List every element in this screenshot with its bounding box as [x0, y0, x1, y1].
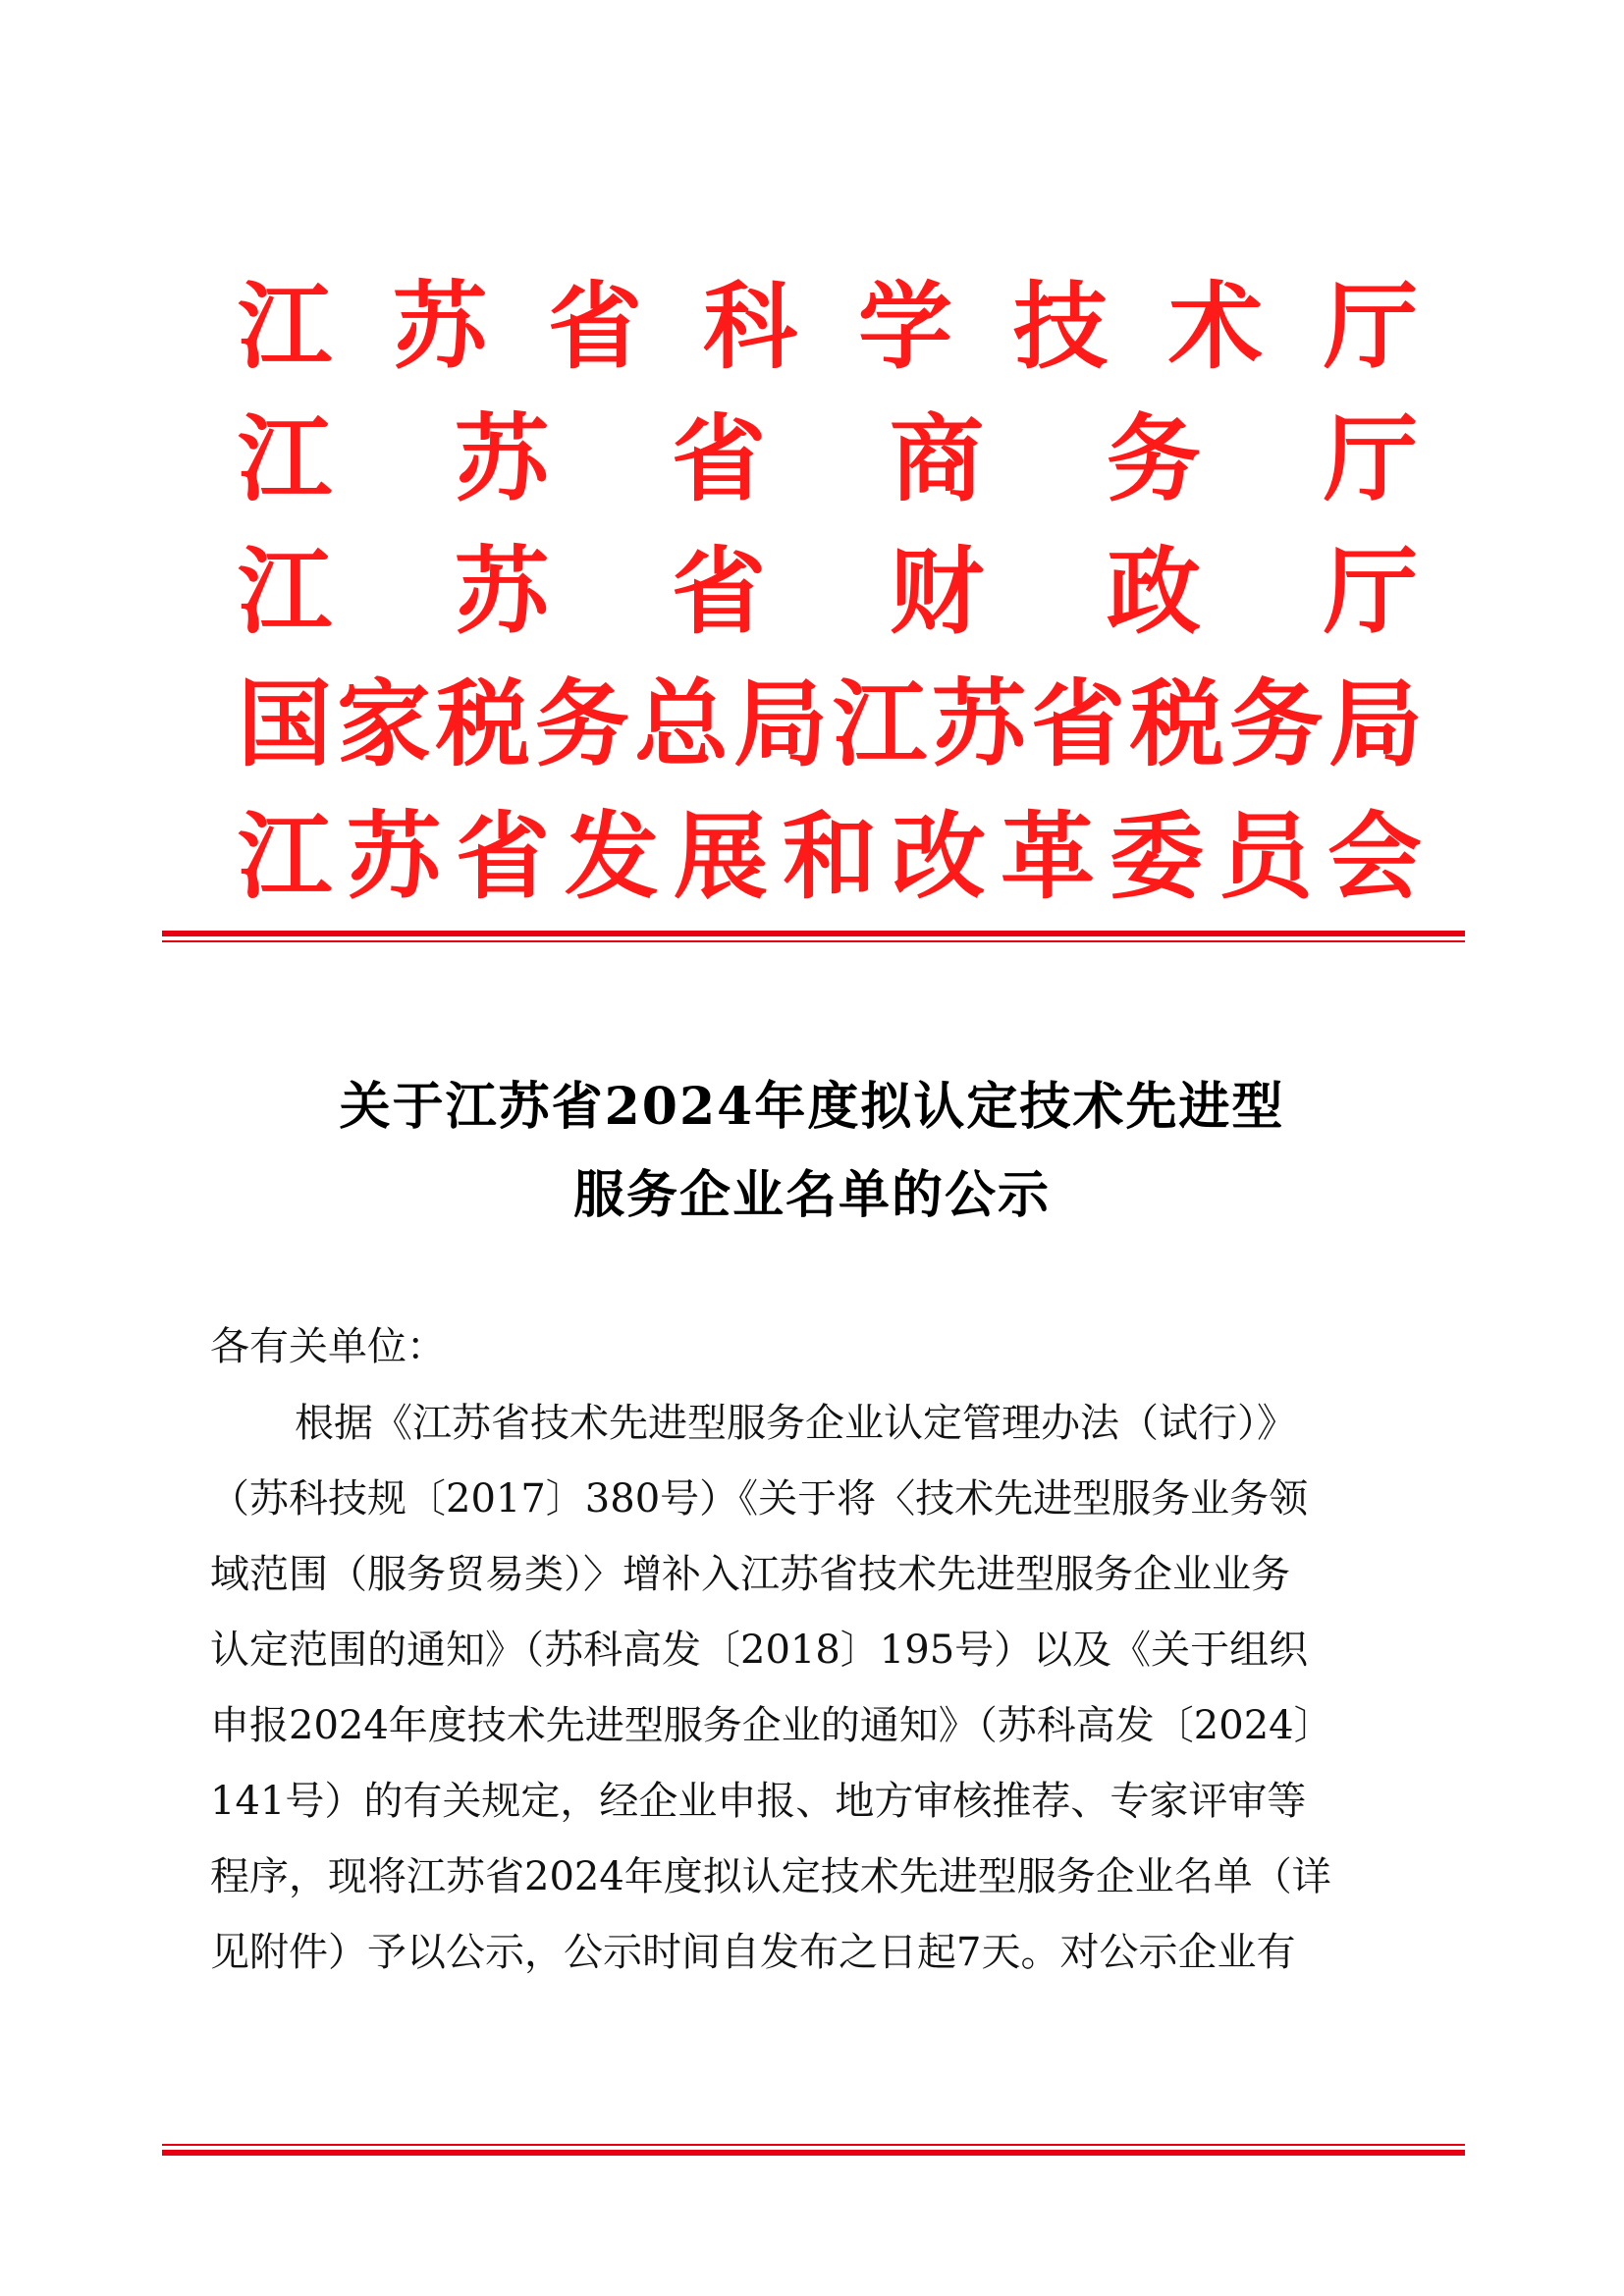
- body-line: 根据《江苏省技术先进型服务企业认定管理办法（试行）》: [295, 1401, 1296, 1446]
- masthead-line-3: [0, 538, 1624, 646]
- page-title-line-2: 服务企业名单的公示: [572, 1165, 1051, 1225]
- masthead-char: 苏: [932, 669, 1026, 779]
- masthead-char: 税: [436, 669, 530, 779]
- footer-rule-thin: [162, 2144, 1465, 2146]
- masthead-char: 江: [833, 669, 927, 779]
- footer-rule-thick: [162, 2150, 1465, 2156]
- masthead-char: 改: [892, 802, 986, 912]
- masthead-char: 省: [1031, 669, 1125, 779]
- body-line: 域范围（服务贸易类）〉增补入江苏省技术先进型服务企业业务: [210, 1552, 1290, 1597]
- masthead-char: 委: [1110, 802, 1204, 912]
- body-line: 见附件）予以公示，公示时间自发布之日起7天。对公示企业有: [210, 1930, 1296, 1975]
- masthead-char: 国: [238, 669, 332, 779]
- masthead-char: 政: [1107, 537, 1201, 647]
- masthead-char: 学: [858, 272, 952, 382]
- body-line: 申报2024年度技术先进型服务企业的通知》（苏科高发〔2024〕: [210, 1703, 1333, 1748]
- salutation: 各有关单位：: [210, 1324, 446, 1369]
- masthead-char: 革: [1001, 802, 1095, 912]
- masthead-char: 厅: [1324, 537, 1418, 647]
- masthead-char: 省: [548, 272, 642, 382]
- page-title-line-1: 关于江苏省2024年度拟认定技术先进型: [339, 1077, 1285, 1137]
- masthead-char: 员: [1218, 802, 1313, 912]
- masthead-char: 总: [634, 669, 729, 779]
- masthead-char: 江: [238, 404, 332, 514]
- masthead-char: 苏: [393, 272, 487, 382]
- masthead-char: 局: [1328, 669, 1423, 779]
- masthead-char: 术: [1168, 272, 1263, 382]
- masthead-char: 省: [672, 404, 766, 514]
- masthead-char: 苏: [455, 537, 549, 647]
- masthead-char: 财: [890, 537, 984, 647]
- masthead-char: 省: [672, 537, 766, 647]
- body-line: （苏科技规〔2017〕380号）《关于将〈技术先进型服务业务领: [210, 1476, 1309, 1522]
- masthead-char: 江: [238, 272, 332, 382]
- masthead-char: 江: [238, 537, 332, 647]
- masthead-char: 务: [535, 669, 629, 779]
- masthead-char: 会: [1327, 802, 1422, 912]
- body-line: 认定范围的通知》（苏科高发〔2018〕195号）以及《关于组织: [210, 1628, 1309, 1673]
- masthead-char: 展: [674, 802, 768, 912]
- masthead-line-4: [0, 670, 1624, 778]
- masthead-char: 税: [1130, 669, 1224, 779]
- masthead-char: 局: [733, 669, 828, 779]
- masthead-char: 江: [238, 802, 332, 912]
- masthead-line-1: [0, 273, 1624, 381]
- masthead-char: 省: [456, 802, 550, 912]
- header-rule-thick: [162, 931, 1465, 936]
- masthead-char: 务: [1107, 404, 1201, 514]
- body-paragraph: [210, 1394, 1424, 2032]
- masthead-char: 苏: [455, 404, 549, 514]
- masthead-line-2: [0, 405, 1624, 513]
- masthead-line-5: [0, 803, 1624, 911]
- body-line: 141号）的有关规定，经企业申报、地方审核推荐、专家评审等: [210, 1779, 1307, 1824]
- masthead-char: 苏: [347, 802, 441, 912]
- masthead-char: 和: [783, 802, 877, 912]
- masthead-char: 务: [1229, 669, 1324, 779]
- masthead-char: 技: [1013, 272, 1108, 382]
- masthead-char: 厅: [1324, 272, 1418, 382]
- masthead-char: 厅: [1324, 404, 1418, 514]
- header-rule-thin: [162, 940, 1465, 942]
- masthead-char: 发: [565, 802, 659, 912]
- masthead-char: 家: [337, 669, 431, 779]
- masthead-char: 商: [890, 404, 984, 514]
- body-line: 程序，现将江苏省2024年度拟认定技术先进型服务企业名单（详: [210, 1854, 1331, 1899]
- masthead-char: 科: [703, 272, 797, 382]
